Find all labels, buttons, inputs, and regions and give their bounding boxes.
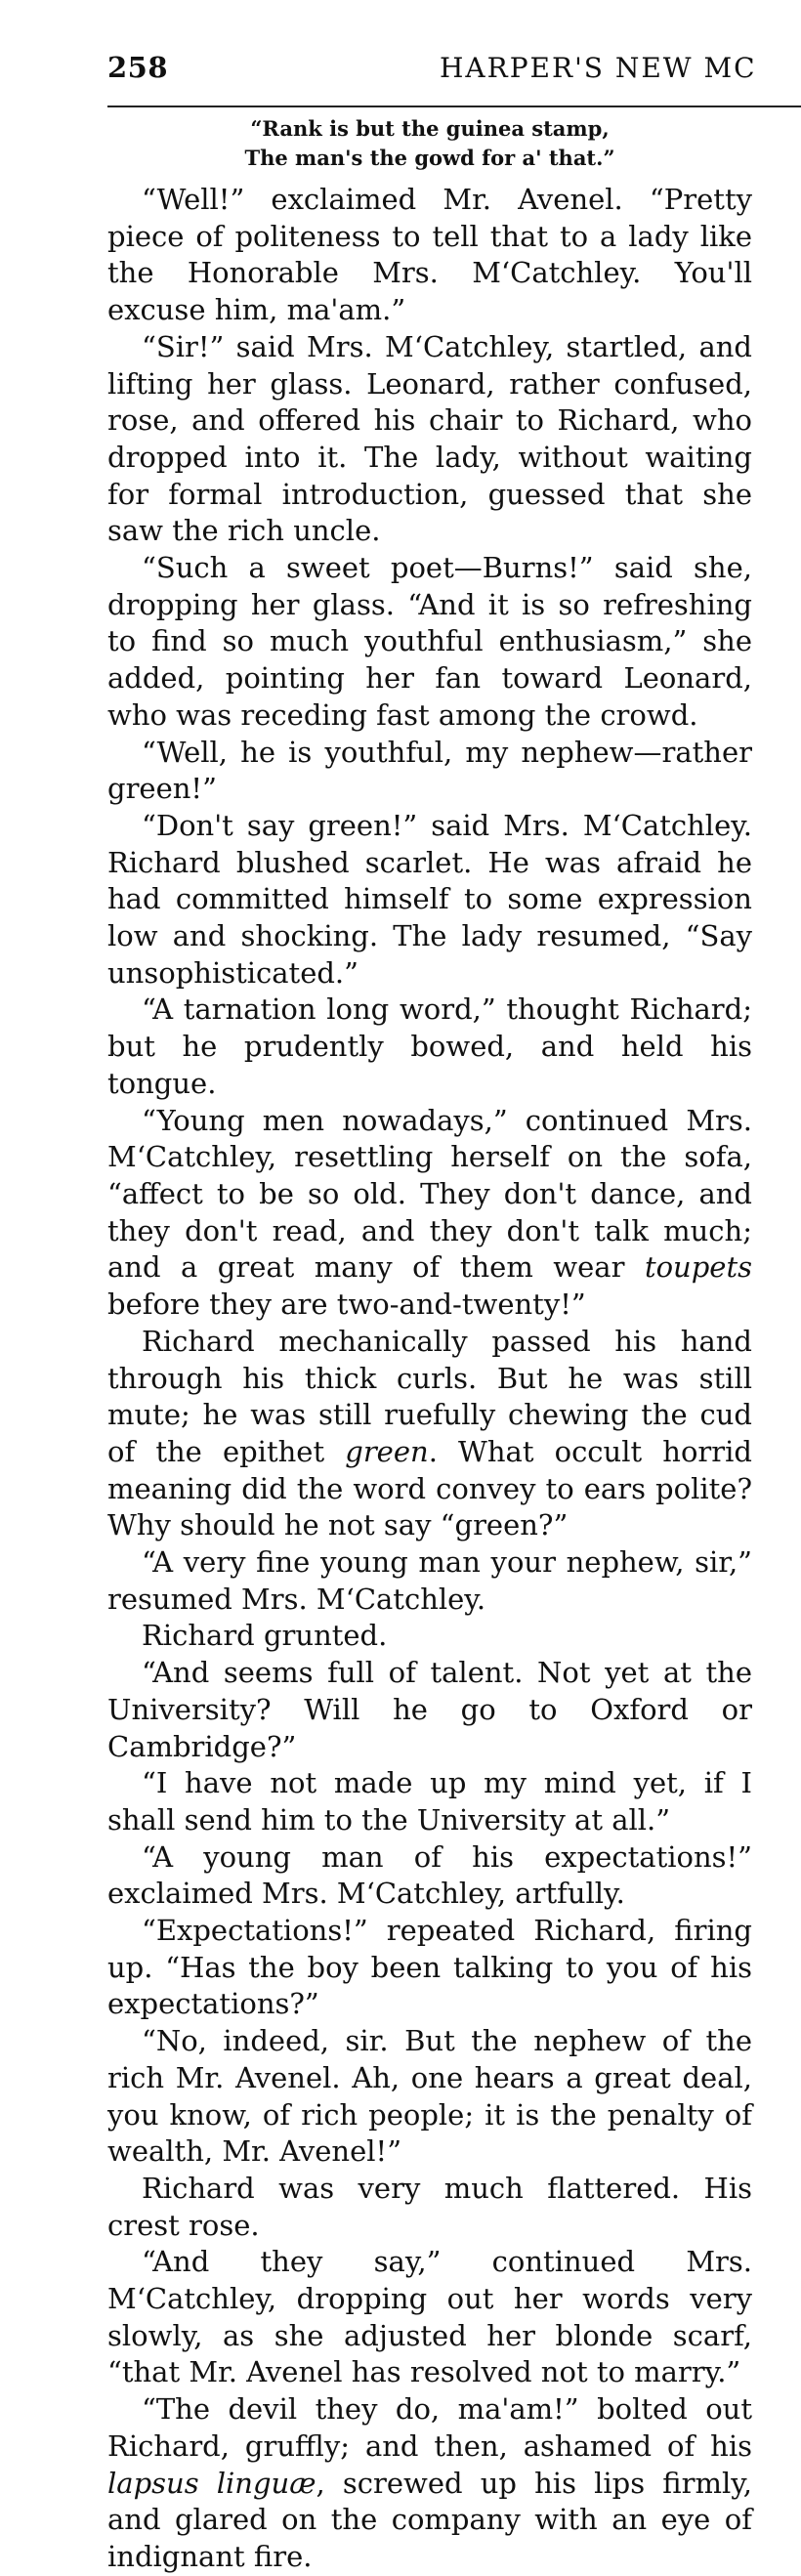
paragraph-4: “Well, he is youthful, my nephew—rather green!” bbox=[107, 735, 752, 806]
paragraph-18 bbox=[107, 2391, 752, 2576]
paragraph-8-text-b: . What occult horrid meaning did the word convey to ears polite? Why should he not say “green?” bbox=[107, 1434, 752, 1542]
paragraph-14: “Expectations!” repeated Richard, firing up. “Has the boy been talking to you of his expectations?” bbox=[107, 1914, 752, 2021]
paragraph-12: “I have not made up my mind yet, if I shall send him to the University at all.” bbox=[107, 1766, 752, 1837]
paragraph-18-text-b: , screwed up his lips firmly, and glared on the company with an eye of indignant fire. bbox=[107, 2466, 753, 2573]
paragraph-13: “A young man of his expectations!” exclaimed Mrs. M‘Catchley, artfully. bbox=[107, 1839, 752, 1911]
paragraph-7 bbox=[107, 1103, 752, 1324]
paragraph-8 bbox=[107, 1324, 752, 1544]
paragraph-7-italic: toupets bbox=[644, 1250, 752, 1285]
epigraph-line-1: “Rank is but the guinea stamp, bbox=[250, 116, 610, 141]
paragraph-17: “And they say,” continued Mrs. M‘Catchley, dropping out her words very slowly, as she adjusted her blonde scarf, “that Mr. Avenel has resolved not to marry.” bbox=[107, 2245, 752, 2389]
paragraph-2: “Sir!” said Mrs. M‘Catchley, startled, and lifting her glass. Leonard, rather confused, rose, and offered his chair to Richard, who dropped into it. The lady, without waiting for formal introduction, guessed that she saw the rich uncle. bbox=[107, 329, 752, 548]
paragraph-15: “No, indeed, sir. But the nephew of the rich Mr. Avenel. Ah, one hears a great deal, you know, of rich people; it is the penalty of wealth, Mr. Avenel!” bbox=[107, 2024, 752, 2169]
body-text bbox=[107, 182, 752, 2576]
page-number: 258 bbox=[107, 51, 169, 84]
header-rule bbox=[107, 106, 801, 107]
running-head: HARPER'S NEW MC bbox=[440, 52, 757, 84]
paragraph-7-text-a: “Young men nowadays,” continued Mrs. M‘Catchley, resettling herself on the sofa, “affect to be so old. They don't dance, and they don't read, and they don't talk much; and a great many of them wear bbox=[107, 1103, 752, 1285]
paragraph-16: Richard was very much flattered. His crest rose. bbox=[107, 2171, 752, 2242]
paragraph-7-text-b: before they are two-and-twenty!” bbox=[107, 1288, 586, 1322]
paragraph-9: “A very fine young man your nephew, sir,” resumed Mrs. M‘Catchley. bbox=[107, 1545, 752, 1616]
paragraph-5: “Don't say green!” said Mrs. M‘Catchley. Richard blushed scarlet. He was afraid he had committed himself to some expression low and shocking. The lady resumed, “Say unsophisticated.” bbox=[107, 808, 752, 990]
paragraph-3: “Such a sweet poet—Burns!” said she, dropping her glass. “And it is so refreshing to find so much youthful enthusiasm,” she added, pointing her fan toward Leonard, who was receding fast among the crowd. bbox=[107, 551, 752, 732]
epigraph bbox=[107, 114, 752, 173]
page-header bbox=[107, 51, 801, 90]
paragraph-8-italic: green bbox=[345, 1434, 429, 1468]
paragraph-1: “Well!” exclaimed Mr. Avenel. “Pretty piece of politeness to tell that to a lady like the Honorable Mrs. M‘Catchley. You'll excuse him, ma'am.” bbox=[107, 183, 752, 327]
paragraph-18-italic: lapsus linguæ bbox=[107, 2466, 316, 2500]
paragraph-18-text-a: “The devil they do, ma'am!” bolted out Richard, gruffly; and then, ashamed of his bbox=[107, 2392, 752, 2463]
paragraph-11: “And seems full of talent. Not yet at the University? Will he go to Oxford or Cambridge?” bbox=[107, 1656, 752, 1763]
paragraph-10: Richard grunted. bbox=[142, 1619, 388, 1653]
paragraph-8-text-a: Richard mechanically passed his hand through his thick curls. But he was still mute; he was still ruefully chewing the cud of the epithet bbox=[107, 1324, 752, 1468]
epigraph-line-2: The man's the gowd for a' that.” bbox=[244, 146, 615, 170]
paragraph-6: “A tarnation long word,” thought Richard; but he prudently bowed, and held his tongue. bbox=[107, 992, 752, 1100]
